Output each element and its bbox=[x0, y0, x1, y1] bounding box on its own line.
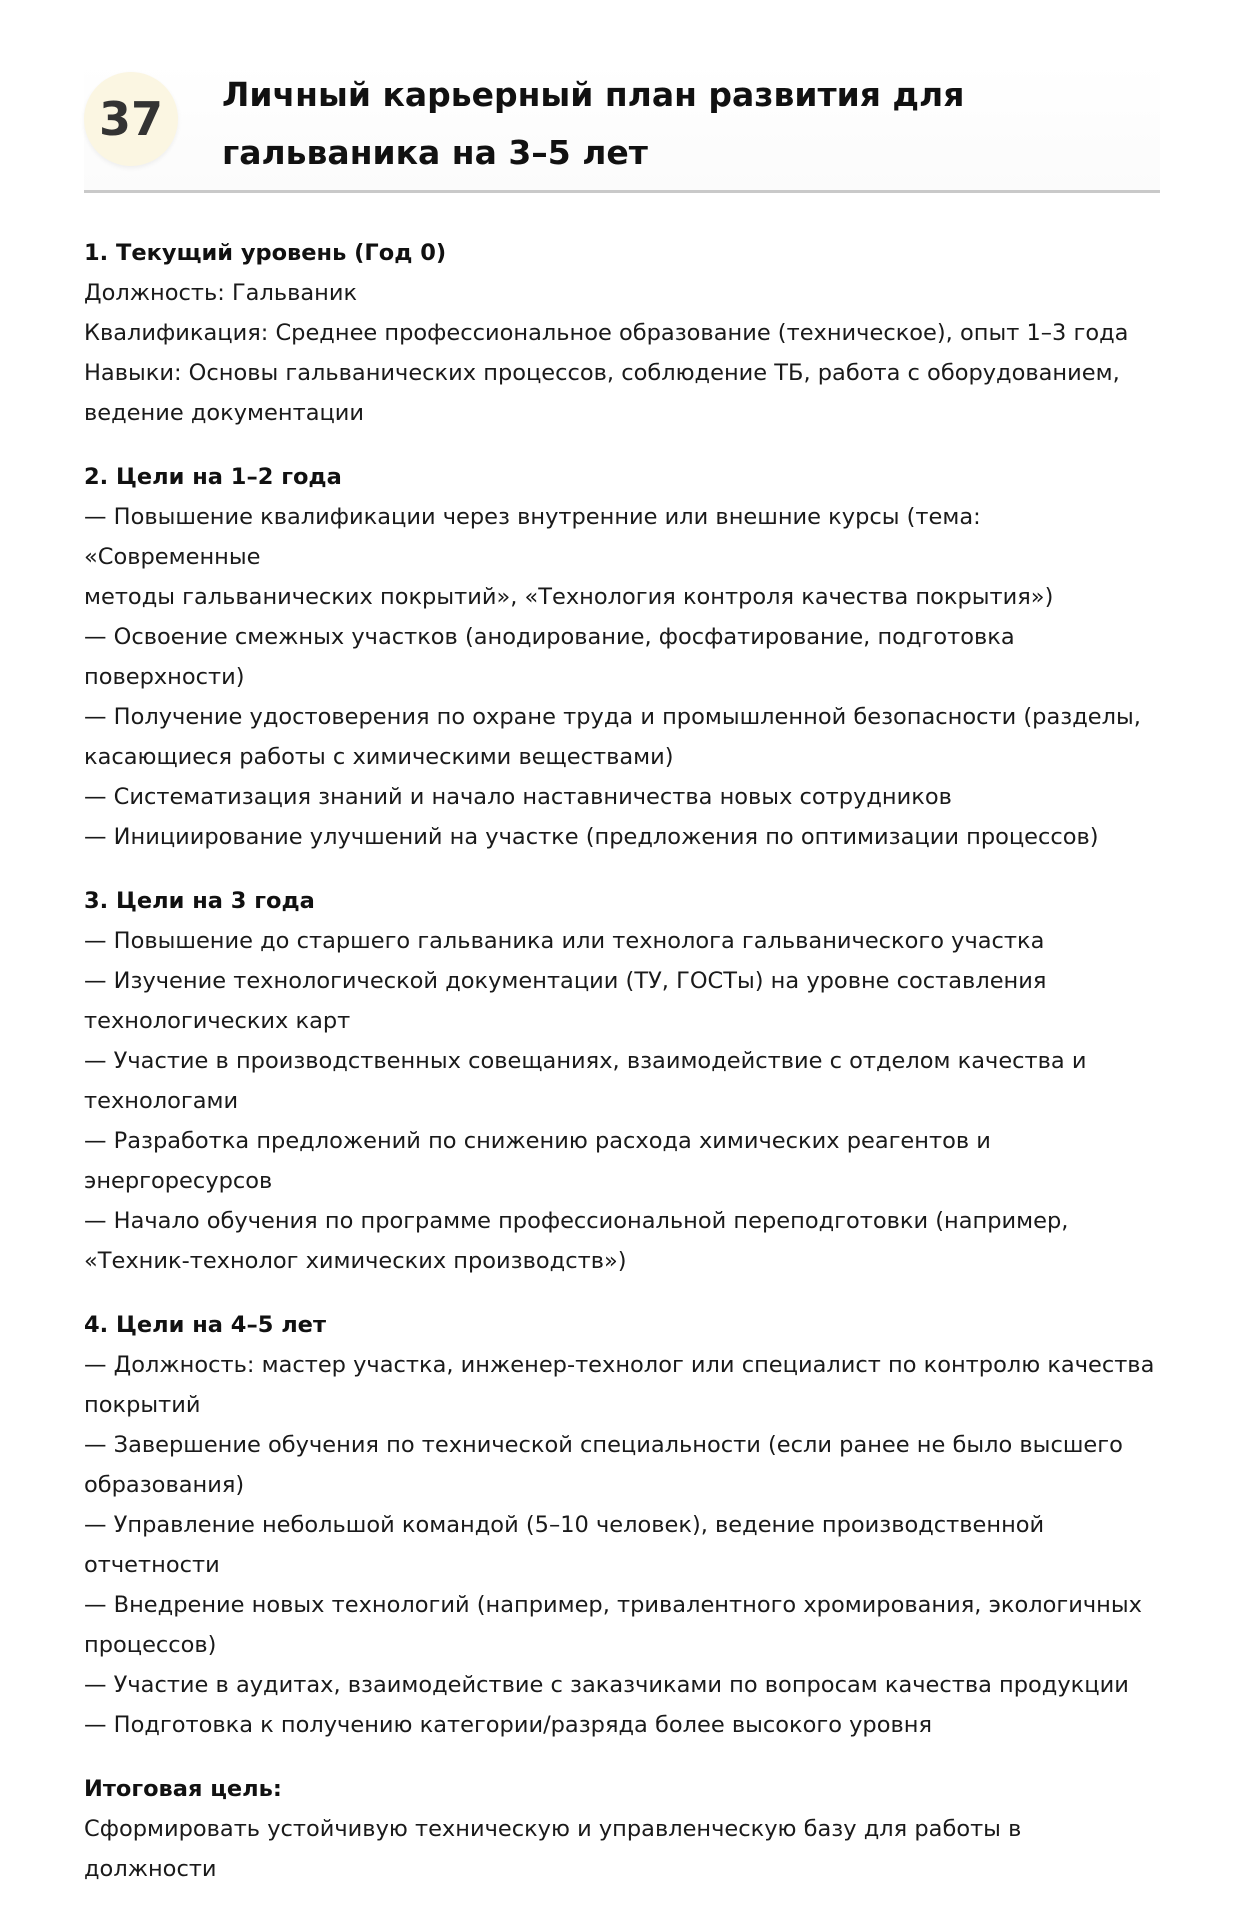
text-line: — Подготовка к получению категории/разряда более высокого уровня bbox=[84, 1712, 932, 1738]
text-line: процессов) bbox=[84, 1632, 217, 1658]
text-line: «Техник-технолог химических производств») bbox=[84, 1248, 627, 1274]
text-line: ведение документации bbox=[84, 400, 365, 426]
document-title bbox=[222, 66, 1122, 182]
section-goals-4-5-years bbox=[84, 1305, 1160, 1745]
document-body bbox=[84, 233, 1160, 1889]
text-line: Сформировать устойчивую техническую и управленческую базу для работы в должности bbox=[84, 1816, 1022, 1882]
text-line: — Освоение смежных участков (анодирование, фосфатирование, подготовка поверхности) bbox=[84, 624, 1015, 690]
page-number-badge: 37 bbox=[84, 72, 178, 166]
text-line: технологами bbox=[84, 1088, 239, 1114]
text-line: — Завершение обучения по технической специальности (если ранее не было высшего bbox=[84, 1432, 1123, 1458]
section-heading: 4. Цели на 4–5 лет bbox=[84, 1312, 326, 1338]
text-line: технологических карт bbox=[84, 1008, 351, 1034]
text-line: — Повышение квалификации через внутренние или внешние курсы (тема: «Современные bbox=[84, 504, 981, 570]
text-line: — Управление небольшой командой (5–10 человек), ведение производственной отчетности bbox=[84, 1512, 1045, 1578]
section-goals-1-2-years bbox=[84, 457, 1160, 857]
text-line: — Участие в аудитах, взаимодействие с заказчиками по вопросам качества продукции bbox=[84, 1672, 1129, 1698]
document-page bbox=[84, 0, 1160, 1913]
text-line: методы гальванических покрытий», «Технология контроля качества покрытия») bbox=[84, 584, 1054, 610]
section-current-level bbox=[84, 233, 1160, 433]
title-line-2: гальваника на 3–5 лет bbox=[222, 133, 648, 172]
text-line: — Инициирование улучшений на участке (предложения по оптимизации процессов) bbox=[84, 824, 1099, 850]
section-heading: 1. Текущий уровень (Год 0) bbox=[84, 240, 447, 266]
text-line: — Систематизация знаний и начало наставничества новых сотрудников bbox=[84, 784, 952, 810]
text-line: Навыки: Основы гальванических процессов, соблюдение ТБ, работа с оборудованием, bbox=[84, 360, 1120, 386]
text-line: — Начало обучения по программе профессиональной переподготовки (например, bbox=[84, 1208, 1069, 1234]
text-line: Квалификация: Среднее профессиональное образование (техническое), опыт 1–3 года bbox=[84, 320, 1129, 346]
document-header bbox=[84, 62, 1160, 193]
section-final-goal bbox=[84, 1769, 1160, 1889]
text-line: — Получение удостоверения по охране труда и промышленной безопасности (разделы, bbox=[84, 704, 1141, 730]
text-line: касающиеся работы с химическими веществами) bbox=[84, 744, 674, 770]
text-line: Должность: Гальваник bbox=[84, 280, 358, 306]
text-line: — Внедрение новых технологий (например, тривалентного хромирования, экологичных bbox=[84, 1592, 1142, 1618]
title-line-1: Личный карьерный план развития для bbox=[222, 75, 965, 114]
text-line: образования) bbox=[84, 1472, 245, 1498]
text-line: — Разработка предложений по снижению расхода химических реагентов и энергоресурсов bbox=[84, 1128, 991, 1194]
text-line: покрытий bbox=[84, 1392, 201, 1418]
section-heading: Итоговая цель: bbox=[84, 1776, 282, 1802]
text-line: — Изучение технологической документации (ТУ, ГОСТы) на уровне составления bbox=[84, 968, 1047, 994]
section-goals-3-years bbox=[84, 881, 1160, 1281]
text-line: — Участие в производственных совещаниях, взаимодействие с отделом качества и bbox=[84, 1048, 1087, 1074]
section-heading: 3. Цели на 3 года bbox=[84, 888, 315, 914]
section-heading: 2. Цели на 1–2 года bbox=[84, 464, 342, 490]
text-line: — Повышение до старшего гальваника или технолога гальванического участка bbox=[84, 928, 1045, 954]
text-line: — Должность: мастер участка, инженер-технолог или специалист по контролю качества bbox=[84, 1352, 1155, 1378]
